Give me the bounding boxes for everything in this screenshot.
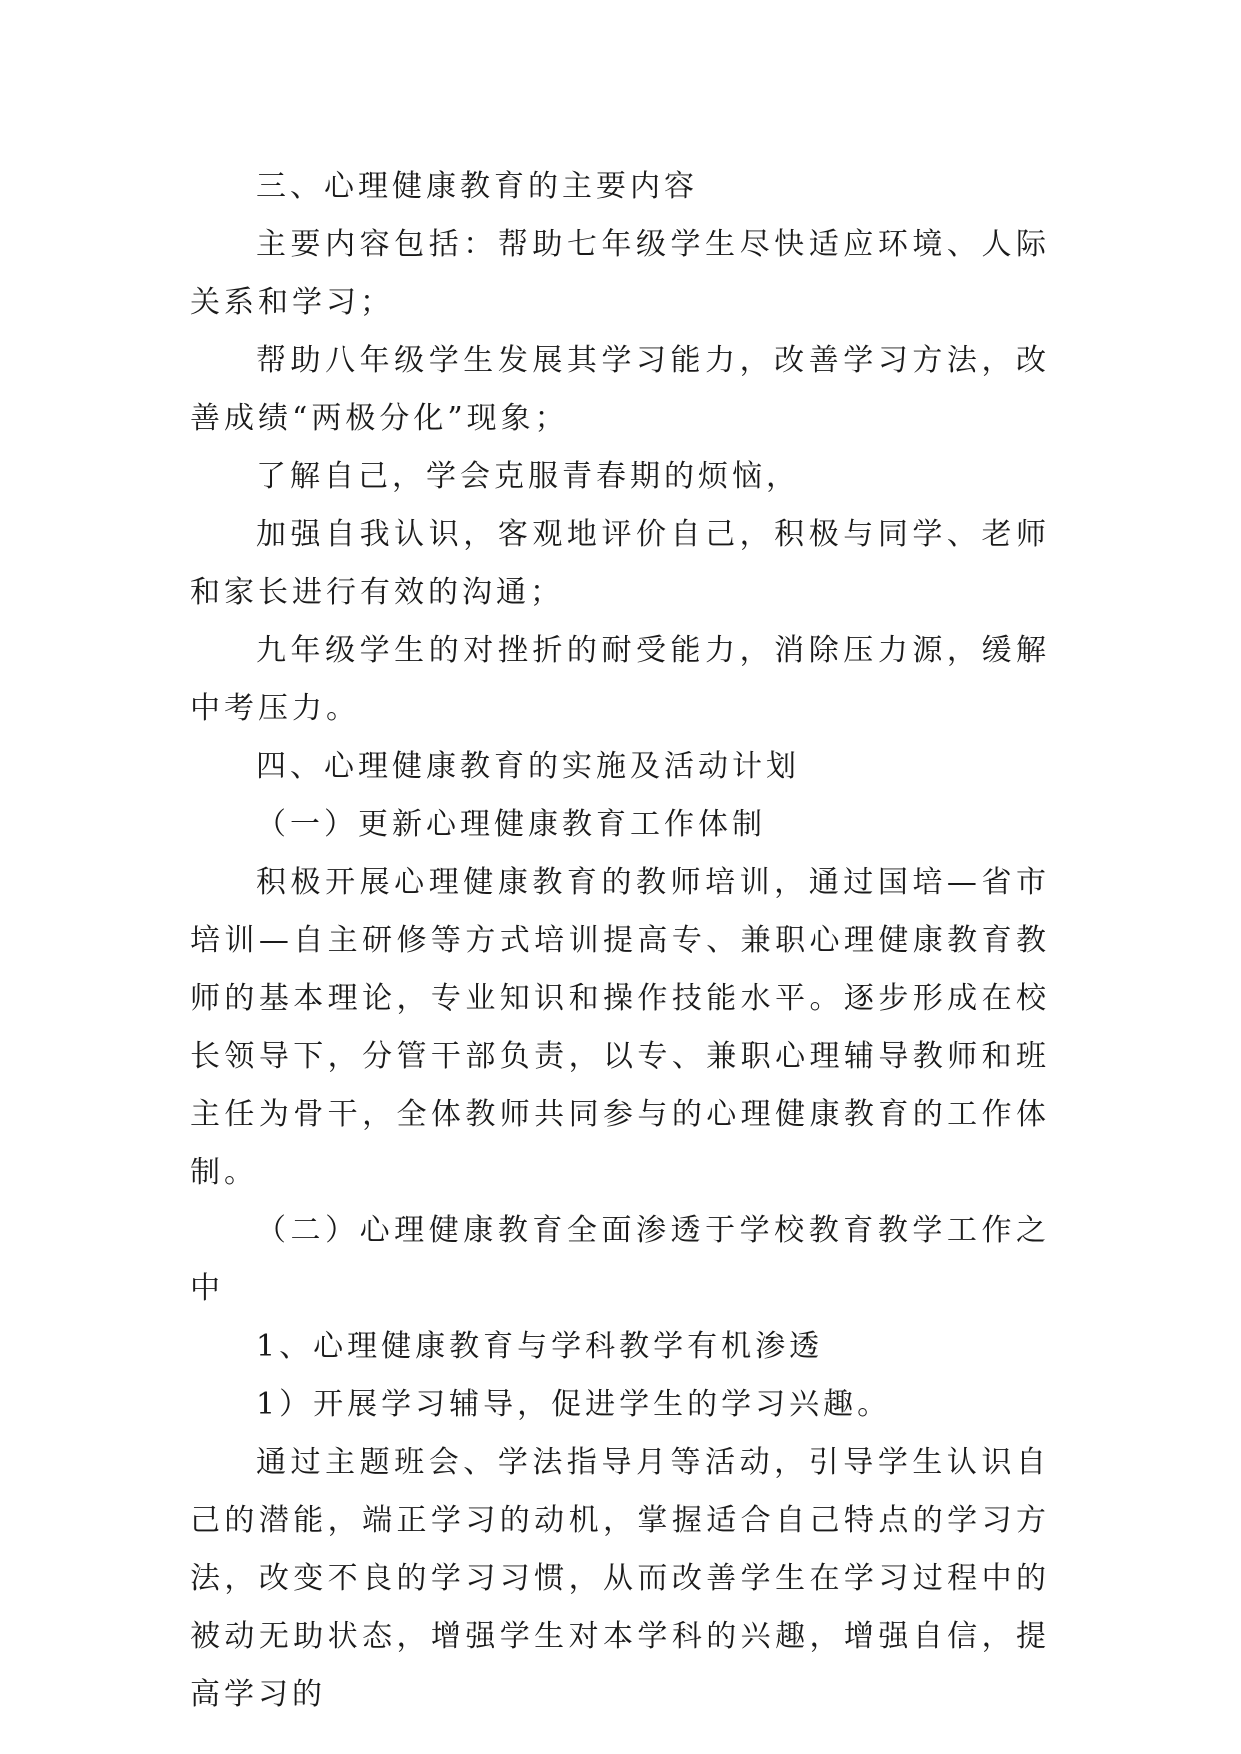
- paragraph: 积极开展心理健康教育的教师培训，通过国培—省市培训—自主研修等方式培训提高专、兼职心理健康教育教师的基本理论，专业知识和操作技能水平。逐步形成在校长领导下，分管干部负责，以专、兼职心理辅导教师和班主任为骨干，全体教师共同参与的心理健康教育的工作体制。: [190, 865, 1050, 1190]
- item-heading-1: 1、心理健康教育与学科教学有机渗透: [256, 1329, 824, 1364]
- section-heading-3: 三、心理健康教育的主要内容: [256, 169, 698, 204]
- paragraph: 帮助八年级学生发展其学习能力，改善学习方法，改善成绩“两极分化”现象；: [190, 343, 1050, 436]
- paragraph: 通过主题班会、学法指导月等活动，引导学生认识自己的潜能，端正学习的动机，掌握适合自己特点的学习方法，改变不良的学习习惯，从而改善学生在学习过程中的被动无助状态，增强学生对本学科的兴趣，增强自信，提高学习的: [190, 1445, 1050, 1712]
- sub-item-heading-1: 1）开展学习辅导，促进学生的学习兴趣。: [256, 1387, 892, 1422]
- section-heading-4: 四、心理健康教育的实施及活动计划: [256, 749, 800, 784]
- document-body: [190, 158, 1050, 1724]
- paragraph: 了解自己，学会克服青春期的烦恼，: [256, 459, 800, 494]
- subsection-heading-2: （二）心理健康教育全面渗透于学校教育教学工作之中: [190, 1213, 1050, 1306]
- paragraph: 九年级学生的对挫折的耐受能力，消除压力源，缓解中考压力。: [190, 633, 1050, 726]
- paragraph: 主要内容包括：帮助七年级学生尽快适应环境、人际关系和学习；: [190, 227, 1050, 320]
- subsection-heading-1: （一）更新心理健康教育工作体制: [256, 807, 766, 842]
- paragraph: 加强自我认识，客观地评价自己，积极与同学、老师和家长进行有效的沟通；: [190, 517, 1050, 610]
